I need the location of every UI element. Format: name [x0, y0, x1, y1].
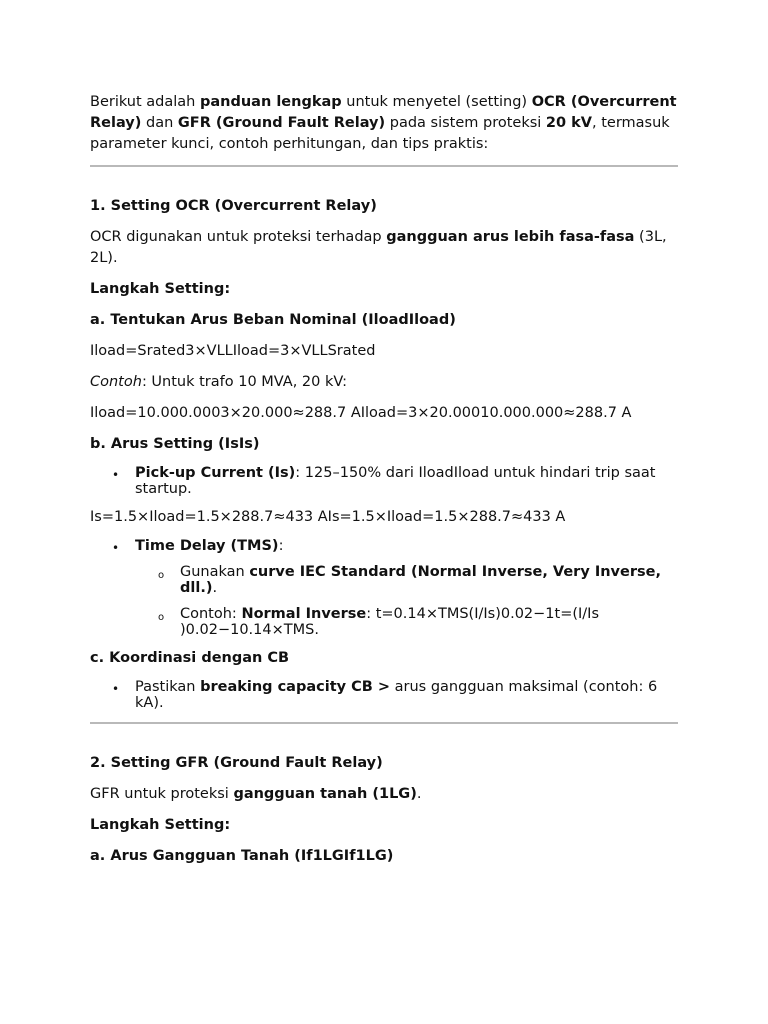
step-c-title: c. Koordinasi dengan CB	[90, 650, 290, 666]
intro-text: pada sistem proteksi	[385, 115, 546, 131]
list-item: • Pick-up Current (Is): 125–150% dari IloadIload untuk hindari trip saat startup.	[90, 465, 678, 497]
example-calculation: Iload=10.000.0003×20.000≈288.7 AIload=3×20.00010.000.000≈288.7 A	[90, 405, 632, 421]
intro-text: untuk menyetel (setting)	[341, 94, 532, 110]
section-divider	[90, 165, 678, 167]
intro-bold: OCR (Overcurrent Relay)	[90, 94, 677, 131]
step-a-title: a. Tentukan Arus Beban Nominal (IloadIload)	[90, 312, 456, 328]
load-current-formula: Iload=Srated3×VLLIload=3×VLLSrated	[90, 343, 376, 359]
section-divider	[90, 722, 678, 724]
example-line: Contoh: Untuk trafo 10 MVA, 20 kV:	[90, 374, 348, 390]
setting-current-formula: Is=1.5×Iload=1.5×288.7≈433 AIs=1.5×Iload=1.5×288.7≈433 A	[90, 509, 566, 525]
step-b-title: b. Arus Setting (IsIs)	[90, 436, 260, 452]
steps-label: Langkah Setting:	[90, 281, 231, 297]
sub-list-item: o Gunakan curve IEC Standard (Normal Inverse, Very Inverse, dll.).	[90, 564, 678, 596]
step-a-title: a. Arus Gangguan Tanah (If1LGIf1LG)	[90, 848, 394, 864]
intro-bold: GFR (Ground Fault Relay)	[177, 115, 386, 131]
section-1-title: 1. Setting OCR (Overcurrent Relay)	[90, 198, 377, 214]
sub-list-item: o Contoh: Normal Inverse: t=0.14×TMS(I/Is)0.02−1t=(I/Is )0.02−10.14×TMS.	[90, 606, 678, 638]
intro-paragraph	[90, 92, 678, 155]
section-2-title: 2. Setting GFR (Ground Fault Relay)	[90, 755, 383, 771]
intro-bold: 20 kV	[545, 115, 593, 131]
section-2-description: GFR untuk proteksi gangguan tanah (1LG).	[90, 786, 422, 802]
intro-text: , termasuk parameter kunci, contoh perhitungan, dan tips praktis:	[90, 115, 670, 152]
intro-text: Berikut adalah	[90, 94, 200, 110]
cb-list	[90, 679, 678, 711]
list-item: • Pastikan breaking capacity CB > arus gangguan maksimal (contoh: 6 kA).	[90, 679, 678, 711]
intro-text: dan	[141, 115, 178, 131]
intro-bold: panduan lengkap	[199, 94, 342, 110]
section-1-description: OCR digunakan untuk proteksi terhadap gangguan arus lebih fasa-fasa (3L, 2L).	[90, 229, 667, 266]
document-page	[90, 90, 678, 867]
steps-label: Langkah Setting:	[90, 817, 231, 833]
list-item: • Time Delay (TMS):	[90, 538, 678, 554]
curve-sublist	[90, 564, 678, 638]
tms-list	[90, 538, 678, 554]
pickup-list	[90, 465, 678, 497]
